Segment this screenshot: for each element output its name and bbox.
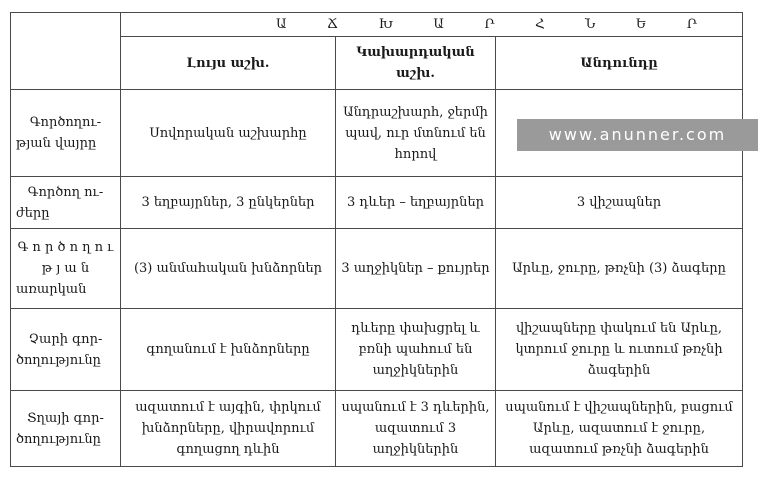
table-cell: սպանում է 3 դևերին, ազատում 3 աղջիկներին [336, 391, 496, 467]
table-row [11, 229, 743, 309]
title-letter: Ա [276, 17, 287, 32]
title-letter: Ճ [327, 17, 339, 32]
table-cell: 3 եղբայրներ, 3 ընկերներ [121, 177, 336, 229]
row-header: Չարի գործողությունը [11, 309, 121, 391]
title-letter: Ր [484, 17, 495, 32]
table-cell: դևերը փախցրել և բռնի պահում են աղջիկներին [336, 309, 496, 391]
comparison-table [10, 12, 743, 467]
watermark: www.anunner.com [517, 119, 758, 151]
table-cell: (3) անմահական խնձորներ [121, 229, 336, 309]
column-header-light-world: Լույս աշխ. [121, 37, 336, 90]
title-letter: Խ [378, 17, 393, 32]
row-header: Տղայի գործողությունը [11, 391, 121, 467]
table-cell: 3 վիշապներ [496, 177, 743, 229]
table-cell: վիշապները փակում են Արևը, կտրում ջուրը և ուտում թռչնի ձագերին [496, 309, 743, 391]
title-letter: Ն [585, 17, 596, 32]
table-cell: ազատում է այգին, փրկում խնձորները, վիրավորում գողացող դևին [121, 391, 336, 467]
table-row [11, 391, 743, 467]
corner-cell [11, 13, 121, 90]
table-cell: Արևը, ջուրը, թռչնի (3) ձագերը [496, 229, 743, 309]
table-cell: 3 դևեր – եղբայրներ [336, 177, 496, 229]
row-header: Գ ո ր ծ ո ղ ո ւ թ յ ա ն առարկան [11, 229, 121, 309]
title-letter: Ր [686, 17, 697, 32]
table-cell: 3 աղջիկներ – քույրեր [336, 229, 496, 309]
table-title [121, 13, 743, 37]
row-header: Գործող ուժերը [11, 177, 121, 229]
column-header-abyss: Անդունդը [496, 37, 743, 90]
title-letter: Ե [635, 17, 647, 32]
column-header-magic-world: Կախարդական աշխ. [336, 37, 496, 90]
table-cell: Սովորական աշխարհը [121, 90, 336, 177]
table-row [11, 177, 743, 229]
title-letter: Ա [433, 17, 444, 32]
table-cell: Անդրաշխարհ, ջերմի պավ, ուր մտնում են հորով [336, 90, 496, 177]
row-header: Գործողության վայրը [11, 90, 121, 177]
table-cell: գողանում է խնձորները [121, 309, 336, 391]
table-cell: սպանում է վիշապներին, բացում Արևը, ազատում է ջուրը, ազատում թռչնի ձագերին [496, 391, 743, 467]
table-row [11, 309, 743, 391]
title-letter: Հ [535, 17, 545, 32]
